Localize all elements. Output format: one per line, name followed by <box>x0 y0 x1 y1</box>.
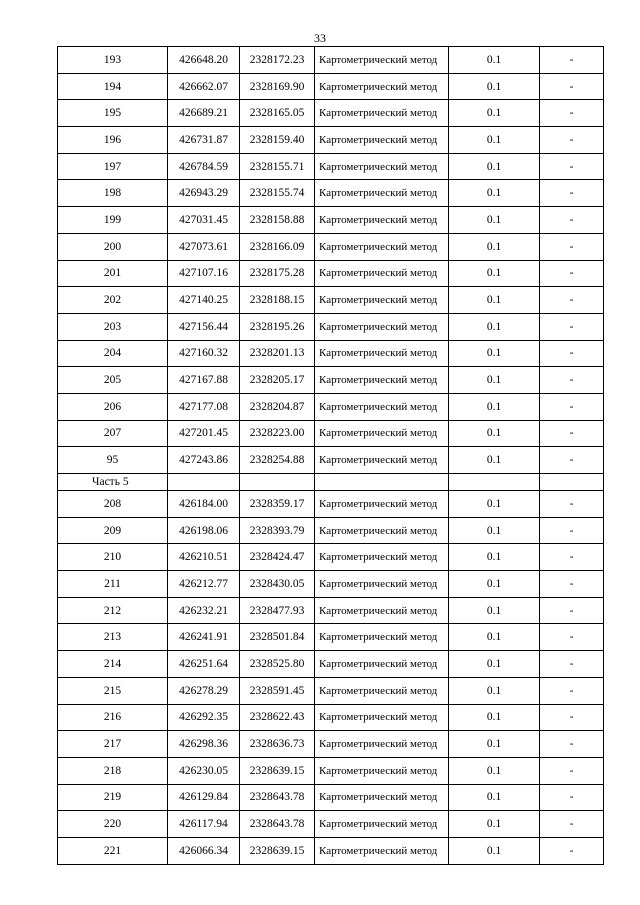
accuracy-cell: 0.1 <box>449 544 540 571</box>
point-number-cell: 204 <box>58 340 168 367</box>
x-coordinate-cell: 426292.35 <box>168 704 240 731</box>
table-row <box>58 287 604 314</box>
accuracy-cell: 0.1 <box>449 571 540 598</box>
note-cell: - <box>540 447 604 474</box>
x-coordinate-cell: 426648.20 <box>168 47 240 74</box>
method-cell: Картометрический метод <box>315 127 449 154</box>
point-number-cell: 196 <box>58 127 168 154</box>
x-coordinate-cell: 427107.16 <box>168 260 240 287</box>
table-row <box>58 367 604 394</box>
table-row <box>58 127 604 154</box>
table-row <box>58 704 604 731</box>
accuracy-cell: 0.1 <box>449 340 540 367</box>
note-cell: - <box>540 757 604 784</box>
method-cell: Картометрический метод <box>315 677 449 704</box>
y-coordinate-cell: 2328254.88 <box>240 447 315 474</box>
method-cell: Картометрический метод <box>315 153 449 180</box>
accuracy-cell: 0.1 <box>449 517 540 544</box>
accuracy-cell: 0.1 <box>449 837 540 864</box>
table-row <box>58 544 604 571</box>
table-row <box>58 491 604 518</box>
x-coordinate-cell: 426129.84 <box>168 784 240 811</box>
point-number-cell: 202 <box>58 287 168 314</box>
x-coordinate-cell: 427073.61 <box>168 233 240 260</box>
y-coordinate-cell: 2328639.15 <box>240 837 315 864</box>
table-row <box>58 757 604 784</box>
table-row <box>58 47 604 74</box>
y-coordinate-cell: 2328525.80 <box>240 651 315 678</box>
table-row <box>58 420 604 447</box>
y-coordinate-cell: 2328639.15 <box>240 757 315 784</box>
method-cell: Картометрический метод <box>315 491 449 518</box>
accuracy-cell: 0.1 <box>449 677 540 704</box>
table-row <box>58 597 604 624</box>
y-coordinate-cell: 2328430.05 <box>240 571 315 598</box>
y-coordinate-cell: 2328223.00 <box>240 420 315 447</box>
note-cell: - <box>540 100 604 127</box>
point-number-cell: 198 <box>58 180 168 207</box>
method-cell: Картометрический метод <box>315 100 449 127</box>
note-cell: - <box>540 287 604 314</box>
note-cell: - <box>540 47 604 74</box>
accuracy-cell: 0.1 <box>449 624 540 651</box>
page-number: 33 <box>314 31 326 45</box>
table-row <box>58 207 604 234</box>
method-cell: Картометрический метод <box>315 704 449 731</box>
x-coordinate-cell: 427156.44 <box>168 313 240 340</box>
y-coordinate-cell: 2328172.23 <box>240 47 315 74</box>
y-coordinate-cell: 2328501.84 <box>240 624 315 651</box>
accuracy-cell: 0.1 <box>449 784 540 811</box>
x-coordinate-cell: 426210.51 <box>168 544 240 571</box>
method-cell: Картометрический метод <box>315 233 449 260</box>
empty-cell <box>449 474 540 491</box>
y-coordinate-cell: 2328165.05 <box>240 100 315 127</box>
method-cell: Картометрический метод <box>315 260 449 287</box>
y-coordinate-cell: 2328204.87 <box>240 393 315 420</box>
note-cell: - <box>540 491 604 518</box>
method-cell: Картометрический метод <box>315 47 449 74</box>
accuracy-cell: 0.1 <box>449 491 540 518</box>
method-cell: Картометрический метод <box>315 287 449 314</box>
accuracy-cell: 0.1 <box>449 100 540 127</box>
note-cell: - <box>540 180 604 207</box>
point-number-cell: 221 <box>58 837 168 864</box>
note-cell: - <box>540 597 604 624</box>
empty-cell <box>168 474 240 491</box>
point-number-cell: 214 <box>58 651 168 678</box>
method-cell: Картометрический метод <box>315 517 449 544</box>
coordinates-table-body <box>58 47 604 865</box>
point-number-cell: 218 <box>58 757 168 784</box>
section-row <box>58 474 604 491</box>
method-cell: Картометрический метод <box>315 731 449 758</box>
method-cell: Картометрический метод <box>315 597 449 624</box>
x-coordinate-cell: 426117.94 <box>168 811 240 838</box>
y-coordinate-cell: 2328195.26 <box>240 313 315 340</box>
accuracy-cell: 0.1 <box>449 811 540 838</box>
y-coordinate-cell: 2328159.40 <box>240 127 315 154</box>
method-cell: Картометрический метод <box>315 757 449 784</box>
accuracy-cell: 0.1 <box>449 180 540 207</box>
point-number-cell: 219 <box>58 784 168 811</box>
table-row <box>58 100 604 127</box>
point-number-cell: 199 <box>58 207 168 234</box>
method-cell: Картометрический метод <box>315 313 449 340</box>
accuracy-cell: 0.1 <box>449 447 540 474</box>
point-number-cell: 207 <box>58 420 168 447</box>
x-coordinate-cell: 426212.77 <box>168 571 240 598</box>
method-cell: Картометрический метод <box>315 571 449 598</box>
accuracy-cell: 0.1 <box>449 260 540 287</box>
x-coordinate-cell: 426241.91 <box>168 624 240 651</box>
table-row <box>58 811 604 838</box>
accuracy-cell: 0.1 <box>449 367 540 394</box>
y-coordinate-cell: 2328205.17 <box>240 367 315 394</box>
table-row <box>58 837 604 864</box>
accuracy-cell: 0.1 <box>449 207 540 234</box>
x-coordinate-cell: 427160.32 <box>168 340 240 367</box>
y-coordinate-cell: 2328169.90 <box>240 73 315 100</box>
point-number-cell: 201 <box>58 260 168 287</box>
point-number-cell: 200 <box>58 233 168 260</box>
note-cell: - <box>540 811 604 838</box>
y-coordinate-cell: 2328359.17 <box>240 491 315 518</box>
method-cell: Картометрический метод <box>315 837 449 864</box>
note-cell: - <box>540 260 604 287</box>
x-coordinate-cell: 427031.45 <box>168 207 240 234</box>
point-number-cell: 213 <box>58 624 168 651</box>
note-cell: - <box>540 207 604 234</box>
point-number-cell: 95 <box>58 447 168 474</box>
accuracy-cell: 0.1 <box>449 704 540 731</box>
method-cell: Картометрический метод <box>315 340 449 367</box>
table-row <box>58 153 604 180</box>
y-coordinate-cell: 2328188.15 <box>240 287 315 314</box>
note-cell: - <box>540 127 604 154</box>
y-coordinate-cell: 2328175.28 <box>240 260 315 287</box>
x-coordinate-cell: 426662.07 <box>168 73 240 100</box>
point-number-cell: 220 <box>58 811 168 838</box>
accuracy-cell: 0.1 <box>449 73 540 100</box>
table-row <box>58 313 604 340</box>
note-cell: - <box>540 544 604 571</box>
note-cell: - <box>540 677 604 704</box>
method-cell: Картометрический метод <box>315 420 449 447</box>
table-row <box>58 233 604 260</box>
method-cell: Картометрический метод <box>315 651 449 678</box>
method-cell: Картометрический метод <box>315 447 449 474</box>
accuracy-cell: 0.1 <box>449 393 540 420</box>
accuracy-cell: 0.1 <box>449 313 540 340</box>
point-number-cell: 215 <box>58 677 168 704</box>
method-cell: Картометрический метод <box>315 544 449 571</box>
point-number-cell: 206 <box>58 393 168 420</box>
method-cell: Картометрический метод <box>315 393 449 420</box>
method-cell: Картометрический метод <box>315 784 449 811</box>
table-row <box>58 784 604 811</box>
note-cell: - <box>540 367 604 394</box>
note-cell: - <box>540 517 604 544</box>
point-number-cell: 205 <box>58 367 168 394</box>
point-number-cell: 212 <box>58 597 168 624</box>
y-coordinate-cell: 2328155.71 <box>240 153 315 180</box>
table-row <box>58 180 604 207</box>
y-coordinate-cell: 2328643.78 <box>240 811 315 838</box>
table-row <box>58 447 604 474</box>
accuracy-cell: 0.1 <box>449 651 540 678</box>
note-cell: - <box>540 837 604 864</box>
section-label: Часть 5 <box>58 474 168 491</box>
table-row <box>58 517 604 544</box>
table-row <box>58 393 604 420</box>
note-cell: - <box>540 651 604 678</box>
point-number-cell: 217 <box>58 731 168 758</box>
x-coordinate-cell: 426943.29 <box>168 180 240 207</box>
table-row <box>58 731 604 758</box>
note-cell: - <box>540 233 604 260</box>
point-number-cell: 208 <box>58 491 168 518</box>
note-cell: - <box>540 784 604 811</box>
x-coordinate-cell: 426230.05 <box>168 757 240 784</box>
x-coordinate-cell: 426198.06 <box>168 517 240 544</box>
y-coordinate-cell: 2328201.13 <box>240 340 315 367</box>
method-cell: Картометрический метод <box>315 73 449 100</box>
y-coordinate-cell: 2328622.43 <box>240 704 315 731</box>
y-coordinate-cell: 2328636.73 <box>240 731 315 758</box>
point-number-cell: 197 <box>58 153 168 180</box>
table-row <box>58 73 604 100</box>
method-cell: Картометрический метод <box>315 180 449 207</box>
y-coordinate-cell: 2328424.47 <box>240 544 315 571</box>
point-number-cell: 209 <box>58 517 168 544</box>
y-coordinate-cell: 2328158.88 <box>240 207 315 234</box>
point-number-cell: 210 <box>58 544 168 571</box>
accuracy-cell: 0.1 <box>449 597 540 624</box>
note-cell: - <box>540 704 604 731</box>
method-cell: Картометрический метод <box>315 811 449 838</box>
accuracy-cell: 0.1 <box>449 420 540 447</box>
note-cell: - <box>540 624 604 651</box>
point-number-cell: 194 <box>58 73 168 100</box>
x-coordinate-cell: 426184.00 <box>168 491 240 518</box>
x-coordinate-cell: 426784.59 <box>168 153 240 180</box>
y-coordinate-cell: 2328477.93 <box>240 597 315 624</box>
note-cell: - <box>540 313 604 340</box>
note-cell: - <box>540 340 604 367</box>
point-number-cell: 211 <box>58 571 168 598</box>
note-cell: - <box>540 571 604 598</box>
table-row <box>58 624 604 651</box>
x-coordinate-cell: 427201.45 <box>168 420 240 447</box>
x-coordinate-cell: 426251.64 <box>168 651 240 678</box>
point-number-cell: 193 <box>58 47 168 74</box>
x-coordinate-cell: 426731.87 <box>168 127 240 154</box>
accuracy-cell: 0.1 <box>449 731 540 758</box>
method-cell: Картометрический метод <box>315 207 449 234</box>
x-coordinate-cell: 426298.36 <box>168 731 240 758</box>
x-coordinate-cell: 426232.21 <box>168 597 240 624</box>
y-coordinate-cell: 2328591.45 <box>240 677 315 704</box>
accuracy-cell: 0.1 <box>449 153 540 180</box>
coordinates-table <box>57 46 604 865</box>
y-coordinate-cell: 2328155.74 <box>240 180 315 207</box>
method-cell: Картометрический метод <box>315 367 449 394</box>
x-coordinate-cell: 427177.08 <box>168 393 240 420</box>
empty-cell <box>240 474 315 491</box>
x-coordinate-cell: 426689.21 <box>168 100 240 127</box>
x-coordinate-cell: 427140.25 <box>168 287 240 314</box>
accuracy-cell: 0.1 <box>449 233 540 260</box>
accuracy-cell: 0.1 <box>449 47 540 74</box>
note-cell: - <box>540 153 604 180</box>
accuracy-cell: 0.1 <box>449 127 540 154</box>
empty-cell <box>315 474 449 491</box>
y-coordinate-cell: 2328166.09 <box>240 233 315 260</box>
table-row <box>58 571 604 598</box>
table-row <box>58 260 604 287</box>
note-cell: - <box>540 393 604 420</box>
method-cell: Картометрический метод <box>315 624 449 651</box>
note-cell: - <box>540 73 604 100</box>
point-number-cell: 203 <box>58 313 168 340</box>
table-row <box>58 340 604 367</box>
x-coordinate-cell: 427167.88 <box>168 367 240 394</box>
table-row <box>58 677 604 704</box>
note-cell: - <box>540 731 604 758</box>
y-coordinate-cell: 2328393.79 <box>240 517 315 544</box>
x-coordinate-cell: 426066.34 <box>168 837 240 864</box>
point-number-cell: 195 <box>58 100 168 127</box>
note-cell: - <box>540 420 604 447</box>
accuracy-cell: 0.1 <box>449 757 540 784</box>
accuracy-cell: 0.1 <box>449 287 540 314</box>
point-number-cell: 216 <box>58 704 168 731</box>
empty-cell <box>540 474 604 491</box>
x-coordinate-cell: 427243.86 <box>168 447 240 474</box>
y-coordinate-cell: 2328643.78 <box>240 784 315 811</box>
table-row <box>58 651 604 678</box>
x-coordinate-cell: 426278.29 <box>168 677 240 704</box>
